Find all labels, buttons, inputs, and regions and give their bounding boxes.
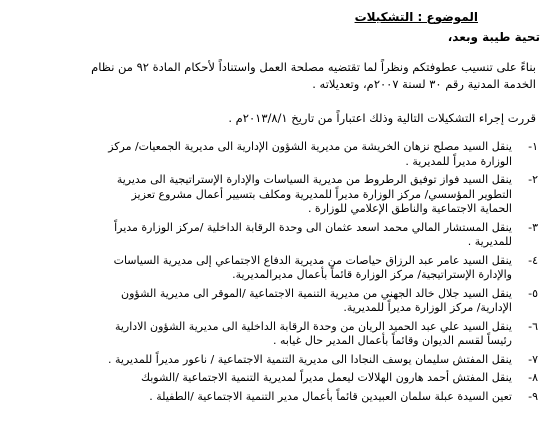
item-text [66, 140, 512, 169]
item-line: الإدارية/ مركز الوزارة مديراً للمديرية. [343, 301, 512, 314]
item-number: ٦- [528, 319, 538, 333]
item-text [66, 173, 512, 217]
item-line: ينقل السيد علي عبد الحميد الريان من وحدة الرقابة الداخلية الى مديرية الشؤون الادارية [114, 319, 512, 333]
item-line: ينقل المفتش سليمان يوسف النجادا الى مديرية التنمية الاجتماعية / ناعور مديراً للمديرية . [108, 352, 512, 366]
item-line: والإدارة الإستراتيجية/ مركز الوزارة قائماً بأعمال مديرالمديرية. [232, 268, 512, 281]
item-line: ينقل السيد مصلح نزهان الخريشة من مديرية الشؤون الإدارية الى مديرية الجمعيات/ مركز [108, 140, 512, 153]
item-text [66, 254, 512, 283]
list-item [0, 390, 550, 405]
item-line: الحماية الاجتماعية والناطق الإعلامي للوزارة . [307, 202, 512, 215]
item-line: ينقل المفتش أحمد هارون الهلالات ليعمل مديراً لمديرية التنمية الاجتماعية /الشوبك [140, 371, 512, 384]
item-number: ٨- [528, 371, 538, 384]
item-line: ينقل السيد عامر عبد الرزاق حياصات من مديرية الدفاع الاجتماعي إلى مديرية السياسات [113, 253, 512, 267]
item-number: ٩- [528, 389, 538, 403]
item-number: ٥- [528, 286, 538, 300]
item-text [66, 371, 512, 386]
item-text [66, 320, 512, 349]
item-number: ٤- [528, 253, 538, 267]
item-number: ٣- [528, 220, 538, 234]
item-line: الوزارة مديراً للمديرية . [405, 154, 512, 168]
greeting: تحية طيبة وبعد، [447, 30, 540, 44]
list-item [0, 371, 550, 386]
list-item [0, 320, 550, 349]
list-item [0, 353, 550, 368]
item-line: تعين السيدة عبلة سلمان العبيدين قائماً بأعمال مدير التنمية الاجتماعية /الطفيلة . [149, 389, 512, 403]
item-number: ١- [528, 140, 538, 153]
item-line: ينقل السيد فواز توفيق الرطروط من مديرية السياسات والإدارة الإستراتيجية الى مديرية [116, 173, 512, 186]
item-text [66, 353, 512, 368]
item-line: رئيساً لقسم الديوان وقائماً بأعمال المدير حال غيابه . [272, 334, 512, 347]
list-item [0, 221, 550, 250]
item-line: للمديرية . [467, 235, 512, 248]
item-text [66, 221, 512, 250]
item-text [66, 390, 512, 405]
item-line: ينقل المستشار المالي محمد اسعد عثمان الى وحدة الرقابة الداخلية /مركز الوزارة مديراً [114, 220, 512, 234]
item-text [66, 287, 512, 316]
decision-statement: قررت إجراء التشكيلات التالية وذلك اعتباراً من تاريخ ٢٠١٣/٨/١م . [228, 111, 536, 125]
subject-line: الموضوع : التشكيلات [354, 10, 478, 24]
list-item [0, 287, 550, 316]
item-line: التطوير المؤسسي/ مركز الوزارة مديراً للمديرية ومكلف بتسيير أعمال مشروع تعزيز [131, 187, 512, 201]
list-item [0, 173, 550, 217]
intro-paragraph [66, 59, 536, 93]
list-item [0, 140, 550, 169]
intro-line: الخدمة المدنية رقم ٣٠ لسنة ٢٠٠٧م، وتعديلاته . [312, 77, 536, 91]
item-number: ٧- [528, 352, 538, 366]
item-number: ٢- [528, 173, 538, 186]
item-line: ينقل السيد جلال خالد الجهني من مديرية التنمية الاجتماعية /الموقر الى مديرية الشؤون [121, 286, 512, 300]
intro-line: بناءً على تنسيب عطوفتكم ونظراً لما تقتضيه مصلحة العمل واستناداً لأحكام المادة ٩٢ من نظام [91, 60, 536, 74]
list-item [0, 254, 550, 283]
transfers-list [0, 140, 550, 408]
